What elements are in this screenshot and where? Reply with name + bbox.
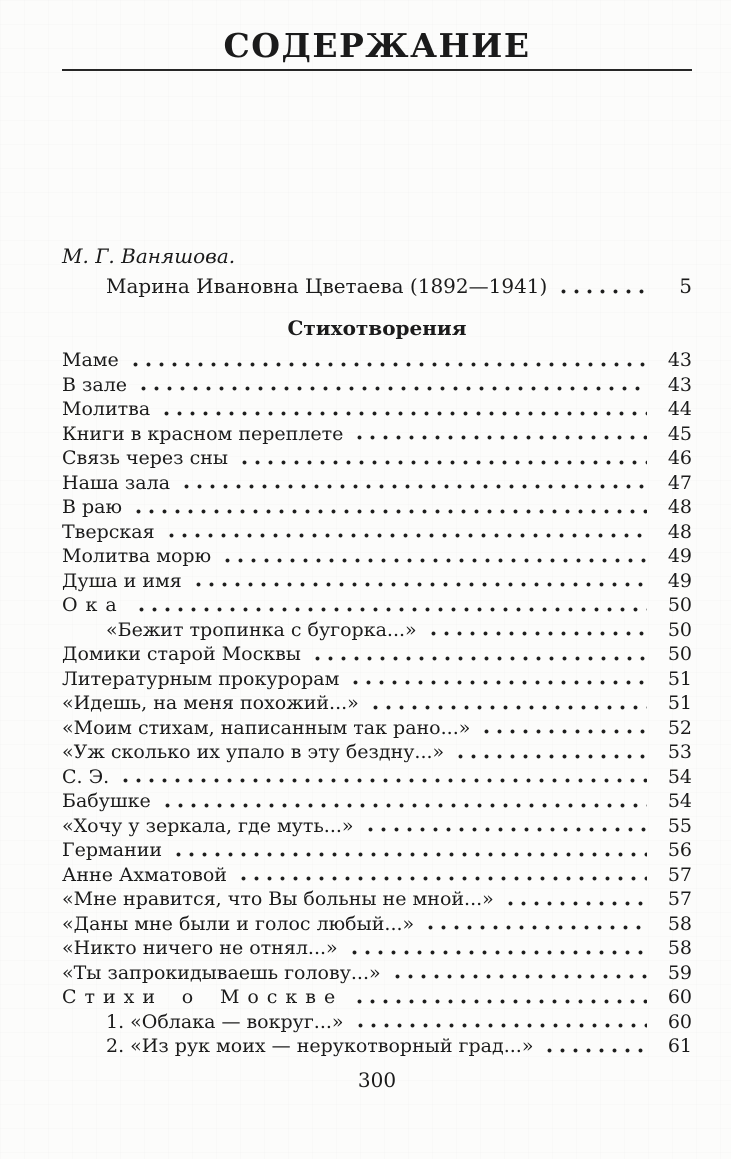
toc-entry-title: Связь через сны — [62, 447, 229, 469]
toc-entry-title: «Уж сколько их упало в эту бездну...» — [62, 741, 445, 763]
dot-leader — [134, 386, 647, 391]
toc-entry — [62, 716, 692, 741]
toc-entry-page: 52 — [667, 716, 692, 739]
dot-leader — [308, 656, 647, 661]
toc-entry-title: С. Э. — [62, 765, 110, 788]
title-rule — [62, 69, 692, 71]
toc-entry — [62, 936, 692, 961]
toc-entry-page: 57 — [667, 863, 692, 886]
toc-entry — [62, 838, 692, 863]
dot-leader — [388, 974, 647, 979]
toc-entry-title: Маме — [62, 349, 119, 371]
toc-entry-page: 48 — [667, 496, 692, 518]
toc-entry — [62, 544, 692, 569]
toc-entry — [62, 271, 692, 301]
toc-entry-page: 47 — [667, 471, 692, 494]
toc-entry-title: «Хочу у зеркала, где муть...» — [62, 814, 354, 837]
toc-entry-page: 49 — [667, 569, 692, 592]
toc-entry-title: Душа и имя — [62, 569, 182, 592]
toc-entry-page: 54 — [667, 765, 692, 788]
dot-leader — [424, 631, 647, 636]
toc-entry-page: 43 — [667, 349, 692, 371]
dot-leader — [158, 803, 647, 808]
toc-entry — [62, 520, 692, 545]
toc-entry — [62, 740, 692, 765]
toc-entry-title: «Никто ничего не отнял...» — [62, 937, 338, 959]
toc-entry-title: Стихи о Москве — [62, 986, 344, 1008]
toc-entry-page: 58 — [667, 937, 692, 959]
toc-entry-title: Ока — [62, 594, 125, 616]
toc-entry-page: 60 — [667, 1010, 692, 1033]
toc-entry-title: «Мне нравится, что Вы больны не мной...» — [62, 888, 494, 910]
toc-entry-page: 59 — [667, 961, 692, 984]
dot-leader — [234, 876, 647, 881]
toc-entry-page: 46 — [667, 447, 692, 469]
toc-entry-title: Тверская — [62, 520, 155, 543]
page-title: СОДЕРЖАНИЕ — [223, 26, 531, 65]
toc-entry-page: 44 — [667, 398, 692, 420]
toc-entry — [62, 912, 692, 937]
toc-entry — [62, 471, 692, 496]
toc-entry-title: «Даны мне были и голос любый...» — [62, 912, 415, 935]
toc-entry-page: 60 — [667, 986, 692, 1008]
toc-entry — [62, 495, 692, 520]
toc-entry-title: В раю — [62, 496, 123, 518]
toc-entry — [62, 348, 692, 373]
dot-leader — [218, 558, 647, 563]
toc-entry-page: 58 — [667, 912, 692, 935]
toc-entry-page: 50 — [667, 643, 692, 665]
toc-entry — [62, 667, 692, 692]
toc-entry-title: Книги в красном переплете — [62, 422, 344, 445]
toc-entry — [62, 642, 692, 667]
dot-leader — [345, 950, 647, 955]
toc-entry-page: 49 — [667, 545, 692, 567]
section-heading: Стихотворения — [287, 316, 467, 340]
dot-leader — [361, 827, 647, 832]
dot-leader — [235, 460, 647, 465]
toc-entry — [62, 961, 692, 986]
dot-leader — [177, 484, 647, 489]
toc-entry-title: 1. «Облака — вокруг...» — [106, 1010, 344, 1033]
toc-entry-title: Наша зала — [62, 471, 171, 494]
toc-entry-title: Литературным прокурорам — [62, 667, 340, 690]
dot-leader — [554, 289, 647, 294]
dot-leader — [126, 362, 647, 367]
dot-leader — [116, 778, 647, 783]
toc-entry-page: 48 — [667, 520, 692, 543]
toc-entry-title: Бабушке — [62, 790, 151, 812]
toc-entry-page: 55 — [667, 814, 692, 837]
folio-page-number: 300 — [357, 1067, 397, 1092]
toc-entry — [62, 593, 692, 618]
dot-leader — [351, 1023, 647, 1028]
toc-entry — [62, 446, 692, 471]
toc-entry — [62, 569, 692, 594]
toc-entry-page: 50 — [667, 594, 692, 616]
toc-entry-page: 57 — [667, 888, 692, 910]
toc-entry-title: Молитва морю — [62, 545, 212, 567]
toc-entry-page: 54 — [667, 790, 692, 812]
toc-entry — [62, 789, 692, 814]
dot-leader — [540, 1048, 647, 1053]
author-name: М. Г. Ваняшова. — [62, 244, 236, 268]
dot-leader — [157, 411, 647, 416]
toc-list — [62, 348, 692, 1059]
toc-entry-title: «Моим стихам, написанным так рано...» — [62, 716, 471, 739]
toc-entry — [62, 691, 692, 716]
author-entry-block — [62, 241, 692, 301]
toc-entry-title: «Идешь, на меня похожий...» — [62, 692, 359, 714]
toc-entry-page: 50 — [667, 618, 692, 641]
toc-entry-page: 61 — [667, 1035, 692, 1057]
dot-leader — [129, 509, 647, 514]
toc-entry — [62, 765, 692, 790]
toc-entry-title: Германии — [62, 839, 163, 861]
dot-leader — [189, 582, 647, 587]
toc-entry-page: 5 — [679, 274, 692, 298]
dot-leader — [501, 901, 647, 906]
toc-entry — [62, 985, 692, 1010]
dot-leader — [421, 925, 647, 930]
toc-entry-page: 53 — [667, 741, 692, 763]
dot-leader — [162, 533, 647, 538]
toc-entry — [62, 863, 692, 888]
toc-entry — [62, 422, 692, 447]
toc-entry — [62, 1034, 692, 1059]
dot-leader — [366, 705, 647, 710]
toc-entry — [62, 814, 692, 839]
toc-entry-title: В зале — [62, 373, 128, 396]
toc-entry-title: Анне Ахматовой — [62, 863, 227, 886]
dot-leader — [169, 852, 647, 857]
toc-entry-title: «Ты запрокидываешь голову...» — [62, 961, 381, 984]
toc-entry-title: «Бежит тропинка с бугорка...» — [106, 618, 417, 641]
toc-entry — [62, 373, 692, 398]
toc-entry-page: 51 — [667, 667, 692, 690]
toc-entry-title: Молитва — [62, 398, 151, 420]
toc-entry — [62, 618, 692, 643]
dot-leader — [132, 607, 647, 612]
toc-entry — [62, 887, 692, 912]
dot-leader — [451, 754, 647, 759]
dot-leader — [346, 680, 647, 685]
dot-leader — [350, 435, 647, 440]
toc-entry-page: 56 — [667, 839, 692, 861]
toc-entry-title: 2. «Из рук моих — нерукотворный град...» — [106, 1035, 534, 1057]
dot-leader — [477, 729, 647, 734]
toc-entry-title: Домики старой Москвы — [62, 643, 301, 665]
toc-entry — [62, 1010, 692, 1035]
toc-entry-page: 45 — [667, 422, 692, 445]
toc-entry-page: 51 — [667, 692, 692, 714]
toc-entry — [62, 397, 692, 422]
dot-leader — [350, 999, 647, 1004]
toc-entry-page: 43 — [667, 373, 692, 396]
toc-entry-title: Марина Ивановна Цветаева (1892—1941) — [106, 274, 548, 298]
